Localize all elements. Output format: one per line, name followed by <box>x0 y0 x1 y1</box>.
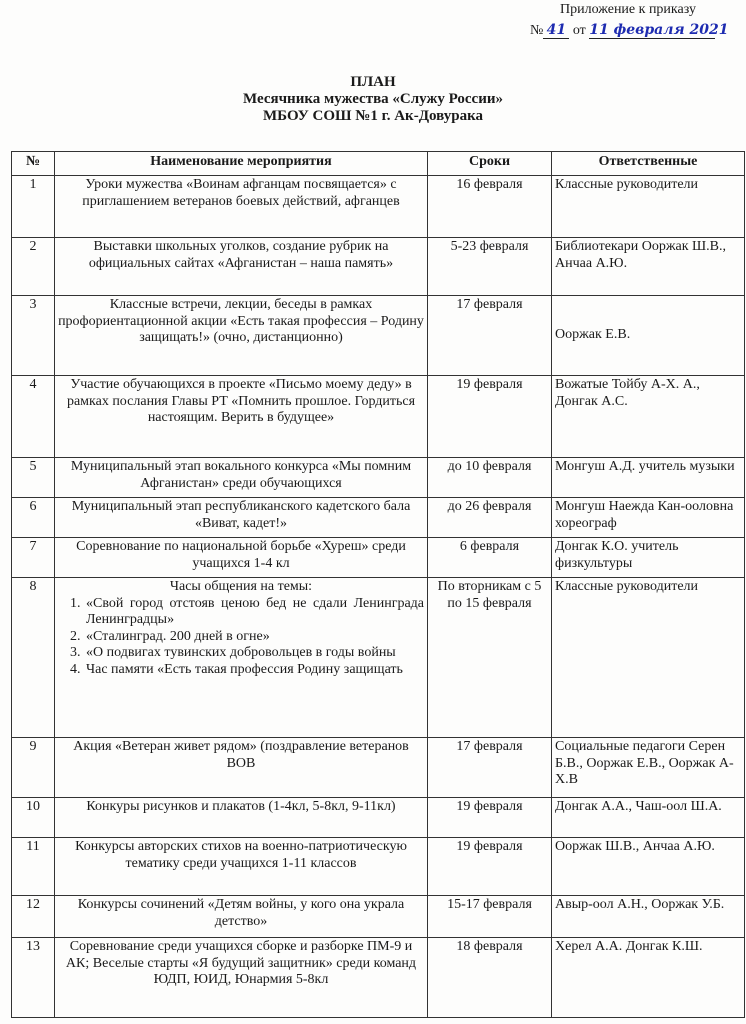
list-item: 4. Час памяти «Есть такая профессия Родину защищать <box>84 662 424 679</box>
event-responsible: Донгак А.А., Чаш-оол Ш.А. <box>552 798 745 838</box>
row-number: 6 <box>12 498 55 538</box>
table-row <box>12 176 745 238</box>
event-name: Уроки мужества «Воинам афганцам посвящается» с приглашением ветеранов боевых действий, афганцев <box>55 176 428 238</box>
event-date: 5-23 февраля <box>428 238 552 296</box>
event-date: По вторникам с 5 по 15 февраля <box>428 578 552 738</box>
table-row <box>12 498 745 538</box>
column-header-date: Сроки <box>428 152 552 176</box>
table-row <box>12 296 745 376</box>
table-row <box>12 938 745 1018</box>
event-responsible: Классные руководители <box>552 176 745 238</box>
table-row <box>12 738 745 798</box>
table-row <box>12 896 745 938</box>
list-item: 2. «Сталинград. 200 дней в огне» <box>84 629 424 646</box>
row-number: 11 <box>12 838 55 896</box>
table-row <box>12 578 745 738</box>
title-line-3: МБОУ СОШ №1 г. Ак-Довурака <box>263 108 483 124</box>
order-number: 41 <box>543 22 569 39</box>
event-responsible: Монгуш Наежда Кан-ооловна хореограф <box>552 498 745 538</box>
event-date: до 10 февраля <box>428 458 552 498</box>
event-date: 19 февраля <box>428 798 552 838</box>
event-date: 17 февраля <box>428 296 552 376</box>
event-responsible: Вожатые Тойбу А-Х. А., Донгак А.С. <box>552 376 745 458</box>
table-header-row <box>12 152 745 176</box>
event-name: Конкурсы сочинений «Детям войны, у кого она украла детство» <box>55 896 428 938</box>
event-responsible: Классные руководители <box>552 578 745 738</box>
title-line-1: ПЛАН <box>350 74 396 90</box>
event-name: Конкурсы авторских стихов на военно-патриотическую тематику среди учащихся 1-11 классов <box>55 838 428 896</box>
row-number: 4 <box>12 376 55 458</box>
event-name: Участие обучающихся в проекте «Письмо моему деду» в рамках послания Главы РТ «Помнить прошлое. Гордиться настоящим. Верить в будущее» <box>55 376 428 458</box>
order-date-prefix: от <box>572 23 586 38</box>
row-number: 8 <box>12 578 55 738</box>
event-date: до 26 февраля <box>428 498 552 538</box>
row-number: 9 <box>12 738 55 798</box>
event-name: Выставки школьных уголков, создание рубрик на официальных сайтах «Афганистан – наша память» <box>55 238 428 296</box>
event-responsible: Ооржак Е.В. <box>552 296 745 376</box>
event-responsible: Ооржак Ш.В., Анчаа А.Ю. <box>552 838 745 896</box>
row-number: 7 <box>12 538 55 578</box>
table-row <box>12 798 745 838</box>
event-responsible: Библиотекари Ооржак Ш.В., Анчаа А.Ю. <box>552 238 745 296</box>
row-number: 5 <box>12 458 55 498</box>
event-name: Классные встречи, лекции, беседы в рамках профориентационной акции «Есть такая профессия – Родину защищать!» (очно, дистанционно) <box>55 296 428 376</box>
row-number: 3 <box>12 296 55 376</box>
event-name: Конкуры рисунков и плакатов (1-4кл, 5-8кл, 9-11кл) <box>55 798 428 838</box>
event-name: Соревнование по национальной борьбе «Хуреш» среди учащихся 1-4 кл <box>55 538 428 578</box>
event-date: 19 февраля <box>428 838 552 896</box>
order-reference <box>530 22 729 39</box>
event-responsible: Донгак К.О. учитель физкультуры <box>552 538 745 578</box>
event-name: Муниципальный этап республиканского кадетского бала «Виват, кадет!» <box>55 498 428 538</box>
row-number: 10 <box>12 798 55 838</box>
table-row <box>12 238 745 296</box>
table-row <box>12 458 745 498</box>
event-name-cell <box>55 578 428 738</box>
event-date: 15-17 февраля <box>428 896 552 938</box>
row-number: 12 <box>12 896 55 938</box>
event-name: Муниципальный этап вокального конкурса «Мы помним Афганистан» среди обучающихся <box>55 458 428 498</box>
row-number: 2 <box>12 238 55 296</box>
title-line-2: Месячника мужества «Служу России» <box>243 91 503 107</box>
event-responsible: Авыр-оол А.Н., Ооржак У.Б. <box>552 896 745 938</box>
appendix-label: Приложение к приказу <box>560 2 696 17</box>
topic-list <box>58 596 424 679</box>
table-row <box>12 538 745 578</box>
order-number-prefix: № <box>530 23 544 38</box>
plan-table <box>11 151 745 1018</box>
row-number: 1 <box>12 176 55 238</box>
table-row <box>12 376 745 458</box>
event-responsible: Монгуш А.Д. учитель музыки <box>552 458 745 498</box>
list-item: 1. «Свой город отстояв ценою бед не сдали Ленинграда Ленинградцы» <box>84 596 424 629</box>
order-date: 11 февраля 2021 <box>589 22 729 38</box>
column-header-responsible: Ответственные <box>552 152 745 176</box>
document-title <box>0 74 746 125</box>
event-date: 17 февраля <box>428 738 552 798</box>
event-date: 16 февраля <box>428 176 552 238</box>
column-header-number: № <box>12 152 55 176</box>
column-header-name: Наименование мероприятия <box>55 152 428 176</box>
event-name: Акция «Ветеран живет рядом» (поздравление ветеранов ВОВ <box>55 738 428 798</box>
event-name: Часы общения на темы: <box>169 579 313 594</box>
event-date: 18 февраля <box>428 938 552 1018</box>
event-date: 6 февраля <box>428 538 552 578</box>
table-row <box>12 838 745 896</box>
event-responsible: Херел А.А. Донгак К.Ш. <box>552 938 745 1018</box>
list-item: 3. «О подвигах тувинских добровольцев в годы войны <box>84 645 424 662</box>
row-number: 13 <box>12 938 55 1018</box>
event-responsible: Социальные педагоги Серен Б.В., Ооржак Е.В., Ооржак А-Х.В <box>552 738 745 798</box>
event-name: Соревнование среди учащихся сборке и разборке ПМ-9 и АК; Веселые старты «Я будущий защитник» среди команд ЮДП, ЮИД, Юнармия 5-8кл <box>55 938 428 1018</box>
event-date: 19 февраля <box>428 376 552 458</box>
appendix-block <box>530 2 745 39</box>
